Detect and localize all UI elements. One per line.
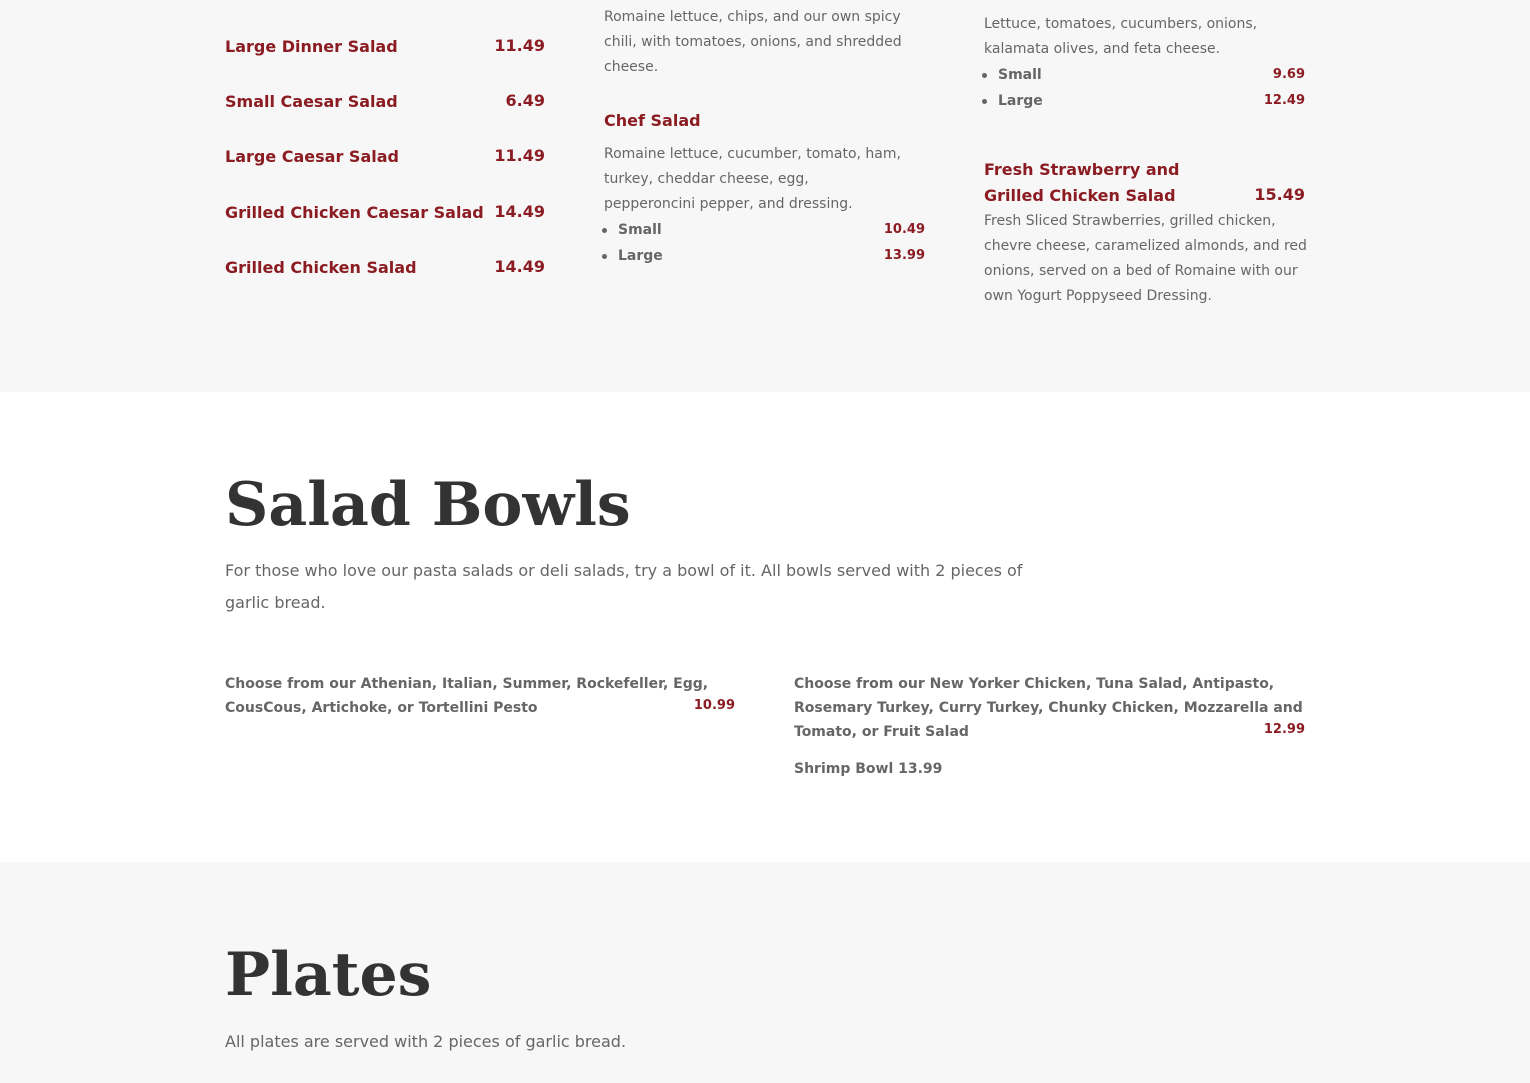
menu-item-name: Small Caesar Salad xyxy=(225,92,398,111)
menu-item-name: Large Dinner Salad xyxy=(225,37,398,56)
bullet-icon xyxy=(982,73,987,78)
menu-item-price: 14.49 xyxy=(494,202,545,221)
shrimp-bowl-text: Shrimp Bowl 13.99 xyxy=(794,761,943,777)
size-price: 9.69 xyxy=(1272,67,1305,82)
size-price: 13.99 xyxy=(883,248,925,263)
salad-bowls-intro: For those who love our pasta salads or deli salads, try a bowl of it. All bowls served with 2 pieces of garlic bread. xyxy=(225,561,1023,612)
chef-salad-description: Romaine lettuce, cucumber, tomato, ham, turkey, cheddar cheese, egg, pepperoncini pepper, and dressing. xyxy=(604,146,901,212)
greek-salad-description: Lettuce, tomatoes, cucumbers, onions, kalamata olives, and feta cheese. xyxy=(984,16,1258,57)
menu-item-name: Large Caesar Salad xyxy=(225,147,399,166)
size-label: Small xyxy=(998,67,1042,83)
size-price: 12.49 xyxy=(1263,93,1305,108)
bowl-option-price: 12.99 xyxy=(1263,722,1305,737)
size-label: Small xyxy=(618,222,662,238)
size-label: Large xyxy=(618,248,663,264)
greek-salad-sizes xyxy=(998,62,1305,114)
size-price: 10.49 xyxy=(883,222,925,237)
chef-salad-title: Chef Salad xyxy=(604,111,701,130)
chef-salad-sizes xyxy=(618,217,925,269)
list-item xyxy=(998,62,1305,88)
list-item xyxy=(618,243,925,269)
menu-item-name: Grilled Chicken Salad xyxy=(225,258,417,277)
size-label: Large xyxy=(998,93,1043,109)
menu-item-price: 6.49 xyxy=(505,91,545,110)
bowl-option-text: Choose from our Athenian, Italian, Summer, Rockefeller, Egg, CousCous, Artichoke, or Tortellini Pesto xyxy=(225,676,709,716)
bowl-option-price: 10.99 xyxy=(693,698,735,713)
bowl-option-text: Choose from our New Yorker Chicken, Tuna Salad, Antipasto, Rosemary Turkey, Curry Turkey, Chunky Chicken, Mozzarella and Tomato, or Fruit Salad xyxy=(794,676,1303,740)
taco-salad-description: Romaine lettuce, chips, and our own spicy chili, with tomatoes, onions, and shredded cheese. xyxy=(604,9,902,75)
bullet-icon xyxy=(602,228,607,233)
bullet-icon xyxy=(982,99,987,104)
list-item xyxy=(618,217,925,243)
strawberry-salad-title: Fresh Strawberry and Grilled Chicken Salad xyxy=(984,160,1180,205)
section-title-plates: Plates xyxy=(225,940,432,1010)
menu-item-name: Grilled Chicken Caesar Salad xyxy=(225,203,484,222)
section-title-salad-bowls: Salad Bowls xyxy=(225,470,631,540)
list-item xyxy=(998,88,1305,114)
menu-item-price: 11.49 xyxy=(494,36,545,55)
menu-item-price: 14.49 xyxy=(494,257,545,276)
plates-intro: All plates are served with 2 pieces of garlic bread. xyxy=(225,1032,627,1051)
bullet-icon xyxy=(602,254,607,259)
strawberry-salad-price: 15.49 xyxy=(1254,185,1305,204)
menu-item-price: 11.49 xyxy=(494,146,545,165)
strawberry-salad-description: Fresh Sliced Strawberries, grilled chicken, chevre cheese, caramelized almonds, and red onions, served on a bed of Romaine with our own Yogurt Poppyseed Dressing. xyxy=(984,213,1307,304)
